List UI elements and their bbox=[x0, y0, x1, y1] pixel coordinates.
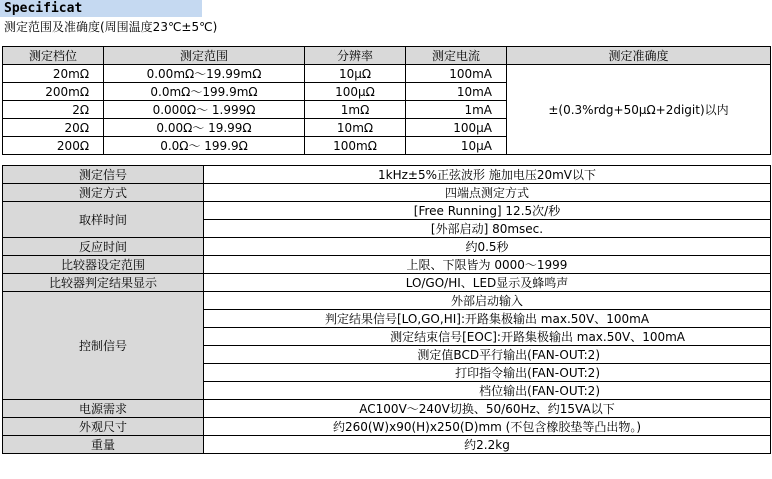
resolution-cell: 1mΩ bbox=[305, 101, 406, 119]
spec-value: 约260(W)x90(H)x250(D)mm (不包含橡胶垫等凸出物。) bbox=[204, 418, 771, 436]
range-cell: 200mΩ bbox=[3, 83, 104, 101]
table-row bbox=[3, 166, 771, 184]
table-row bbox=[3, 256, 771, 274]
table-row bbox=[3, 238, 771, 256]
spec-label: 取样时间 bbox=[3, 202, 204, 238]
range-span-cell: 0.000Ω～ 1.999Ω bbox=[104, 101, 305, 119]
table-row bbox=[3, 202, 771, 220]
spec-label: 测定信号 bbox=[3, 166, 204, 184]
range-section-subtitle: 测定范围及准确度(周围温度23℃±5℃) bbox=[4, 20, 218, 34]
column-header: 测定电流 bbox=[406, 47, 507, 65]
current-cell: 100mA bbox=[406, 65, 507, 83]
resolution-cell: 100μΩ bbox=[305, 83, 406, 101]
spec-value: 外部启动输入 bbox=[204, 292, 771, 310]
specification-table bbox=[2, 165, 771, 454]
range-span-cell: 0.00mΩ～19.99mΩ bbox=[104, 65, 305, 83]
resolution-cell: 10mΩ bbox=[305, 119, 406, 137]
spec-value: 测定结束信号[EOC]:开路集极输出 max.50V、100mA bbox=[204, 328, 771, 346]
range-cell: 200Ω bbox=[3, 137, 104, 155]
range-cell: 20Ω bbox=[3, 119, 104, 137]
document-title: Specificat bbox=[0, 0, 202, 17]
spec-value: [外部启动] 80msec. bbox=[204, 220, 771, 238]
spec-value: 上限、下限皆为 0000～1999 bbox=[204, 256, 771, 274]
column-header: 分辨率 bbox=[305, 47, 406, 65]
table-row bbox=[3, 400, 771, 418]
spec-label: 重量 bbox=[3, 436, 204, 454]
range-span-cell: 0.00Ω～ 19.99Ω bbox=[104, 119, 305, 137]
table-row bbox=[3, 292, 771, 310]
spec-value: 约0.5秒 bbox=[204, 238, 771, 256]
column-header: 测定准确度 bbox=[507, 47, 771, 65]
range-span-cell: 0.0Ω～ 199.9Ω bbox=[104, 137, 305, 155]
table-row bbox=[3, 184, 771, 202]
current-cell: 10μA bbox=[406, 137, 507, 155]
spec-label: 电源需求 bbox=[3, 400, 204, 418]
current-cell: 100μA bbox=[406, 119, 507, 137]
range-span-cell: 0.0mΩ～199.9mΩ bbox=[104, 83, 305, 101]
spec-value: LO/GO/HI、LED显示及蜂鸣声 bbox=[204, 274, 771, 292]
spec-value: [Free Running] 12.5次/秒 bbox=[204, 202, 771, 220]
column-header: 测定档位 bbox=[3, 47, 104, 65]
measurement-range-table bbox=[2, 46, 771, 155]
spec-value: 判定结果信号[LO,GO,HI]:开路集极输出 max.50V、100mA bbox=[204, 310, 771, 328]
resolution-cell: 100mΩ bbox=[305, 137, 406, 155]
table-row bbox=[3, 436, 771, 454]
current-cell: 10mA bbox=[406, 83, 507, 101]
spec-label: 比较器设定范围 bbox=[3, 256, 204, 274]
spec-value: 测定值BCD平行输出(FAN-OUT:2) bbox=[204, 346, 771, 364]
spec-label: 反应时间 bbox=[3, 238, 204, 256]
spec-label: 测定方式 bbox=[3, 184, 204, 202]
spec-label: 比较器判定结果显示 bbox=[3, 274, 204, 292]
spec-value: 1kHz±5%正弦波形 施加电压20mV以下 bbox=[204, 166, 771, 184]
current-cell: 1mA bbox=[406, 101, 507, 119]
spec-value: AC100V～240V切换、50/60Hz、约15VA以下 bbox=[204, 400, 771, 418]
spec-value: 打印指令输出(FAN-OUT:2) bbox=[204, 364, 771, 382]
range-cell: 2Ω bbox=[3, 101, 104, 119]
table-row bbox=[3, 418, 771, 436]
table-row bbox=[3, 274, 771, 292]
spec-value: 约2.2kg bbox=[204, 436, 771, 454]
spec-label: 控制信号 bbox=[3, 292, 204, 400]
column-header: 测定范围 bbox=[104, 47, 305, 65]
table-header-row bbox=[3, 47, 771, 65]
spec-value: 四端点测定方式 bbox=[204, 184, 771, 202]
accuracy-cell: ±(0.3%rdg+50μΩ+2digit)以内 bbox=[507, 65, 771, 155]
resolution-cell: 10μΩ bbox=[305, 65, 406, 83]
range-cell: 20mΩ bbox=[3, 65, 104, 83]
spec-label: 外观尺寸 bbox=[3, 418, 204, 436]
table-row bbox=[3, 65, 771, 83]
spec-value: 档位输出(FAN-OUT:2) bbox=[204, 382, 771, 400]
